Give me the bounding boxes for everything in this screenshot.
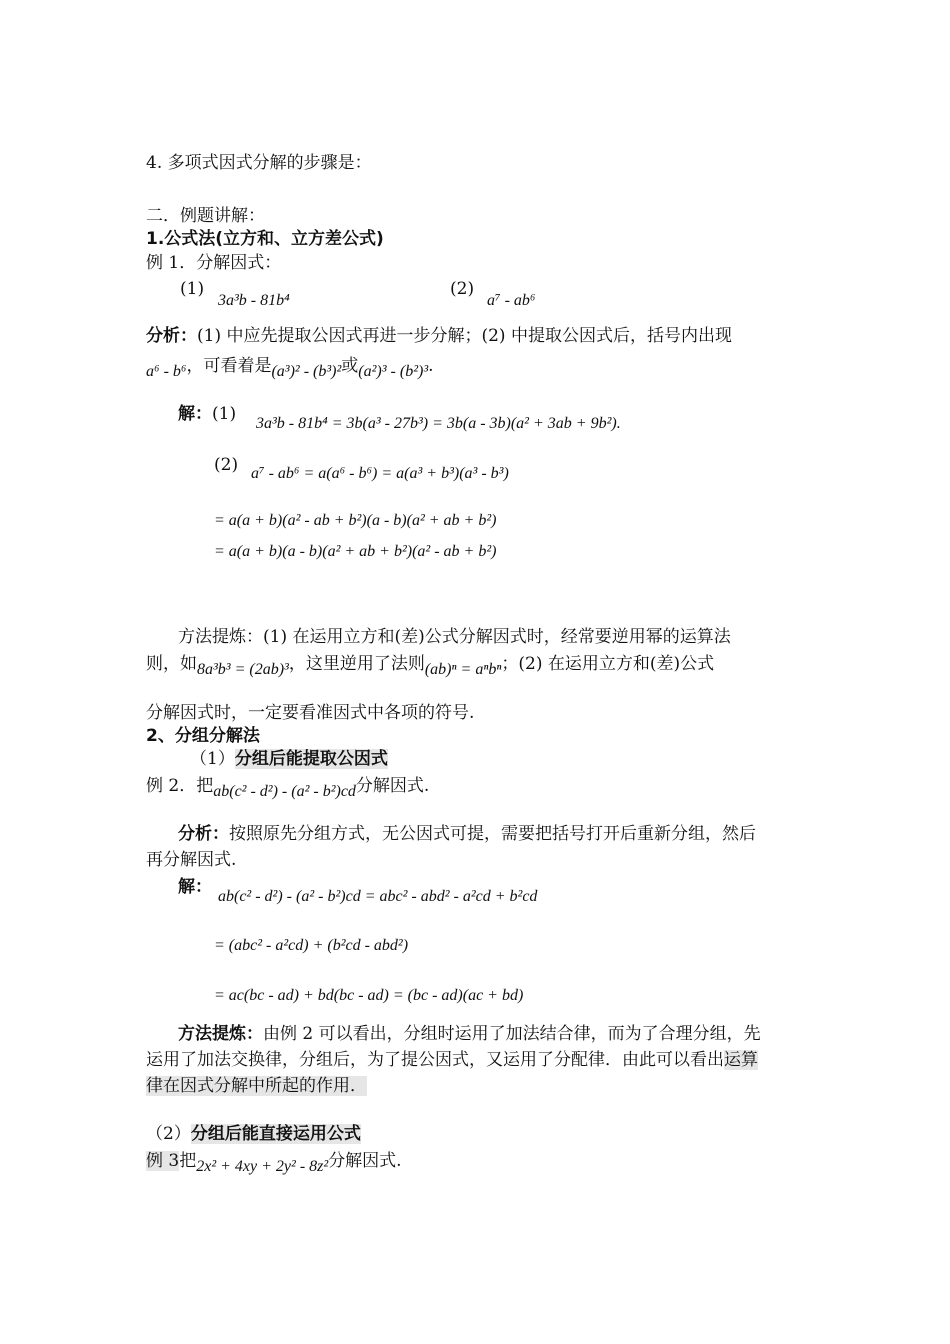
example-1-part2-num: (2) — [450, 279, 475, 299]
method-1-line1: 方法提炼：(1) 在运用立方和(差)公式分解因式时，经常要逆用幂的运算法 — [178, 627, 731, 647]
solution-2-line1: ab(c² - d²) - (a² - b²)cd = abc² - abd² - a²cd + b²cd — [218, 888, 538, 905]
method-2-line3: 律在因式分解中所起的作用． — [146, 1076, 367, 1096]
analysis-1-expr3: (a²)³ - (b²)³ — [358, 363, 429, 380]
example-2-tail: 分解因式. — [355, 776, 430, 796]
analysis-label: 分析： — [146, 326, 197, 346]
analysis-1-text1: (1) 中应先提取公因式再进一步分解；(2) 中提取公因式后，括号内出现 — [197, 326, 732, 346]
example-3: 例 3把2x² + 4xy + 2y² - 8z²分解因式. — [146, 1151, 402, 1175]
example-2 — [146, 775, 429, 798]
method-2-label: 方法提炼： — [178, 1024, 263, 1044]
analysis-1-line2 — [146, 355, 434, 378]
solution-1-part1-expr: 3a³b - 81b⁴ = 3b(a³ - 27b³) = 3b(a - 3b)(a² + 3ab + 9b²). — [256, 415, 621, 432]
example-1-label: 例 1．分解因式： — [146, 253, 282, 273]
solution-2-line3: = ac(bc - ad) + bd(bc - ad) = (bc - ad)(ac + bd) — [214, 987, 524, 1004]
example-1-part2-expr: a⁷ - ab⁶ — [487, 292, 536, 309]
analysis-1-expr1: a⁶ - b⁶ — [146, 363, 187, 380]
method-2-line2: 运用了加法交换律，分组后，为了提公因式，又运用了分配律．由此可以看出运算 — [146, 1050, 758, 1070]
solution-1-line1 — [178, 403, 236, 425]
method-1-line3: 分解因式时，一定要看准因式中各项的符号. — [146, 703, 475, 723]
example-2-expr: ab(c² - d²) - (a² - b²)cd — [213, 783, 356, 800]
solution-label: 解： — [178, 404, 212, 424]
example-1-part1-expr: 3a³b - 81b⁴ — [218, 292, 290, 309]
subheading-1: （1）分组后能提取公因式 — [190, 749, 388, 769]
method-1-expr-a: 8a³b³ = (2ab)³ — [197, 661, 289, 678]
example-3-label: 例 3 — [146, 1151, 180, 1171]
analysis-1-text2: ，可看着是 — [186, 356, 272, 376]
example-2-label: 例 2．把 — [146, 776, 214, 796]
example-3-expr: 2x² + 4xy + 2y² - 8z² — [196, 1158, 329, 1175]
subheading-2-title: 分组后能直接运用公式 — [190, 1124, 361, 1144]
solution-1-part2-num: (2) — [214, 455, 239, 475]
method-1-line2: 则，如8a³b³ = (2ab)³，这里逆用了法则(ab)ⁿ = aⁿbⁿ；(2) 在运用立方和(差)公式 — [146, 654, 715, 678]
solution-1-part1-num: (1) — [212, 404, 237, 424]
solution-1-part2-expr: a⁷ - ab⁶ = a(a⁶ - b⁶) = a(a³ + b³)(a³ - b³) — [251, 465, 509, 482]
method-2-line1: 方法提炼：由例 2 可以看出，分组时运用了加法结合律，而为了合理分组，先 — [178, 1024, 761, 1044]
method-1-expr-b: (ab)ⁿ = aⁿbⁿ — [424, 661, 502, 678]
item-4-steps: 4. 多项式因式分解的步骤是： — [146, 153, 372, 173]
subheading-2: （2）分组后能直接运用公式 — [146, 1124, 361, 1144]
example-1-part1-num: (1) — [180, 279, 205, 299]
analysis-1-text4: . — [428, 356, 434, 376]
analysis-2-label: 分析： — [178, 824, 229, 844]
solution-2-line2: = (abc² - a²cd) + (b²cd - abd²) — [214, 937, 409, 954]
analysis-2-line1: 分析：按照原先分组方式，无公因式可提，需要把括号打开后重新分组，然后 — [178, 824, 756, 844]
analysis-1-text3: 或 — [341, 356, 359, 376]
heading-formula-method: 1.公式法(立方和、立方差公式) — [146, 229, 384, 249]
analysis-2-line2: 再分解因式. — [146, 850, 237, 870]
solution-1-part2-line3: = a(a + b)(a - b)(a² + ab + b²)(a² - ab + b²) — [214, 543, 497, 560]
subheading-1-title: 分组后能提取公因式 — [234, 749, 388, 769]
analysis-1-expr2: (a³)² - (b³)² — [271, 363, 342, 380]
solution-1-part2-line2: = a(a + b)(a² - ab + b²)(a - b)(a² + ab + b²) — [214, 512, 497, 529]
example-3-tail: 分解因式. — [328, 1151, 402, 1171]
section-title: 二．例题讲解： — [146, 206, 265, 226]
solution-2-label: 解： — [178, 877, 212, 897]
heading-grouping-method: 2、分组分解法 — [146, 726, 260, 746]
analysis-1-line1 — [146, 325, 732, 347]
